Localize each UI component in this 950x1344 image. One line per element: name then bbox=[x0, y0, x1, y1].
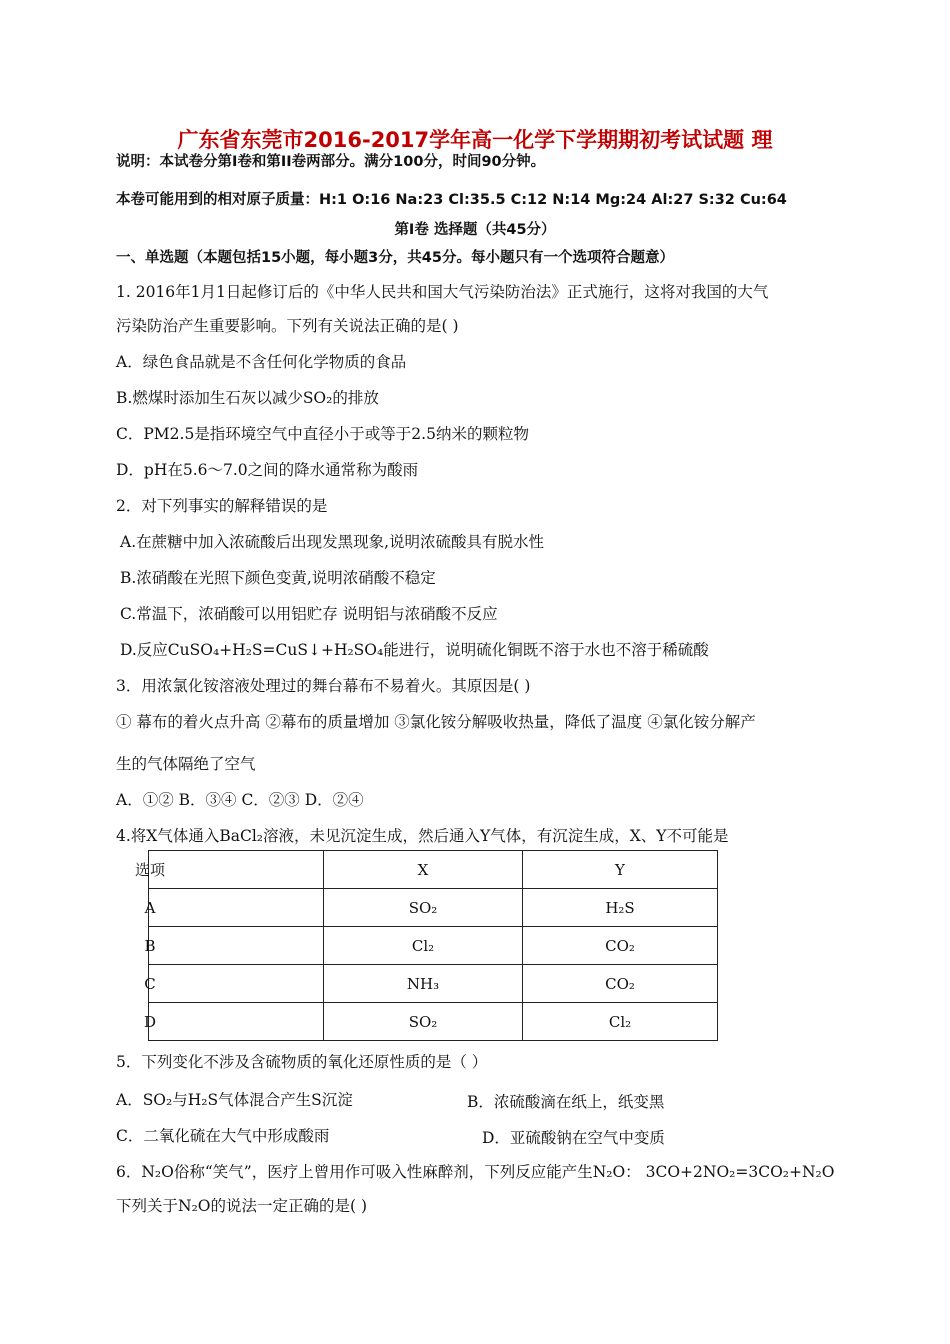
table-cell: C bbox=[149, 965, 324, 1003]
q3-stem: 3．用浓氯化铵溶液处理过的舞台幕布不易着火。其原因是( ) bbox=[116, 677, 531, 695]
part-heading: 一、单选题（本题包括15小题，每小题3分，共45分。每小题只有一个选项符合题意） bbox=[116, 250, 674, 266]
q2-option-a: A.在蔗糖中加入浓硫酸后出现发黑现象,说明浓硫酸具有脱水性 bbox=[120, 533, 545, 551]
q1-option-a: A．绿色食品就是不含任何化学物质的食品 bbox=[116, 353, 407, 371]
table-cell: Cl₂ bbox=[523, 1003, 718, 1041]
q3-items-line1: ① 幕布的着火点升高 ②幕布的质量增加 ③氯化铵分解吸收热量，降低了温度 ④氯化铵分解产 bbox=[116, 713, 756, 731]
table-cell: CO₂ bbox=[523, 927, 718, 965]
q4-stem: 4.将X气体通入BaCl₂溶液，未见沉淀生成，然后通入Y气体，有沉淀生成，X、Y不可能是 bbox=[116, 827, 729, 845]
table-cell: Cl₂ bbox=[324, 927, 523, 965]
q1-option-c: C．PM2.5是指环境空气中直径小于或等于2.5纳米的颗粒物 bbox=[116, 425, 529, 443]
q6-stem-line2: 下列关于N₂O的说法一定正确的是( ) bbox=[116, 1197, 368, 1215]
q1-stem-line2: 污染防治产生重要影响。下列有关说法正确的是( ) bbox=[116, 317, 459, 335]
q2-stem: 2．对下列事实的解释错误的是 bbox=[116, 497, 328, 515]
table-row bbox=[149, 1003, 718, 1041]
table-header-cell: X bbox=[324, 851, 523, 889]
table-row bbox=[149, 927, 718, 965]
q6-stem-line1: 6．N₂O俗称“笑气”，医疗上曾用作可吸入性麻醉剂，下列反应能产生N₂O： 3CO+2NO₂=3CO₂+N₂O bbox=[116, 1163, 835, 1181]
table-row bbox=[149, 889, 718, 927]
table-header-row bbox=[149, 851, 718, 889]
q4-options-table bbox=[134, 850, 718, 1041]
table-header-cell: Y bbox=[523, 851, 718, 889]
q5-option-a: A．SO₂与H₂S气体混合产生S沉淀 bbox=[116, 1091, 353, 1109]
atomic-masses: 本卷可能用到的相对原子质量：H:1 O:16 Na:23 Cl:35.5 C:12 N:14 Mg:24 Al:27 S:32 Cu:64 bbox=[116, 192, 787, 208]
q5-stem: 5．下列变化不涉及含硫物质的氧化还原性质的是（ ） bbox=[116, 1053, 488, 1071]
table-cell: CO₂ bbox=[523, 965, 718, 1003]
table-cell: SO₂ bbox=[324, 1003, 523, 1041]
section-title: 第Ⅰ卷 选择题（共45分） bbox=[394, 222, 556, 238]
table-cell: D bbox=[149, 1003, 324, 1041]
q1-option-d: D．pH在5.6～7.0之间的降水通常称为酸雨 bbox=[116, 461, 419, 479]
table-cell: H₂S bbox=[523, 889, 718, 927]
exam-note: 说明：本试卷分第Ⅰ卷和第II卷两部分。满分100分，时间90分钟。 bbox=[116, 154, 546, 170]
q1-stem-line1: 1. 2016年1月1日起修订后的《中华人民共和国大气污染防治法》正式施行，这将对我国的大气 bbox=[116, 283, 769, 301]
q2-option-c: C.常温下，浓硝酸可以用铝贮存 说明铝与浓硝酸不反应 bbox=[120, 605, 498, 623]
q3-items-line2: 生的气体隔绝了空气 bbox=[116, 755, 256, 773]
q3-options: A．①② B．③④ C．②③ D．②④ bbox=[116, 791, 364, 809]
table-row bbox=[149, 965, 718, 1003]
q5-option-b: B．浓硫酸滴在纸上，纸变黑 bbox=[467, 1093, 665, 1111]
q2-option-d: D.反应CuSO₄+H₂S=CuS↓+H₂SO₄能进行，说明硫化铜既不溶于水也不溶于稀硫酸 bbox=[120, 641, 709, 659]
table-cell: NH₃ bbox=[324, 965, 523, 1003]
table-cell: SO₂ bbox=[324, 889, 523, 927]
table-cell: A bbox=[149, 889, 324, 927]
q5-option-d: D．亚硫酸钠在空气中变质 bbox=[482, 1129, 665, 1147]
q1-option-b: B.燃煤时添加生石灰以减少SO₂的排放 bbox=[116, 389, 379, 407]
q5-option-c: C．二氧化硫在大气中形成酸雨 bbox=[116, 1127, 330, 1145]
table-cell: B bbox=[149, 927, 324, 965]
exam-title: 广东省东莞市2016-2017学年高一化学下学期期初考试试题 理 bbox=[177, 128, 773, 152]
table-header-cell: 选项 bbox=[149, 851, 324, 889]
q2-option-b: B.浓硝酸在光照下颜色变黄,说明浓硝酸不稳定 bbox=[120, 569, 436, 587]
